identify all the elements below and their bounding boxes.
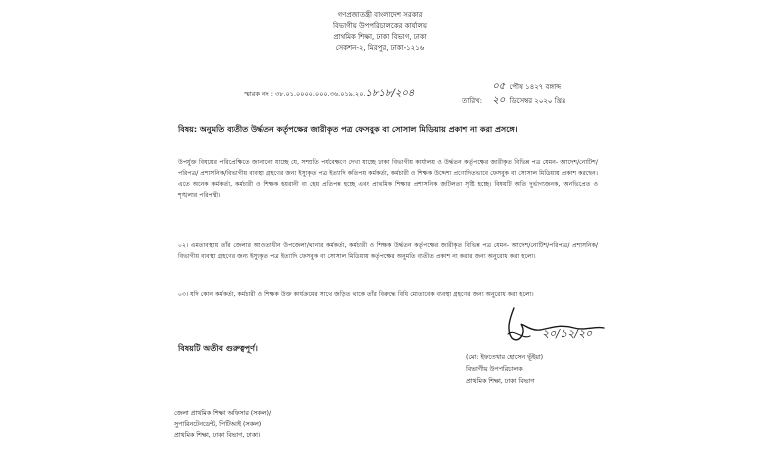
signature-date: ২০/১২/২০ bbox=[542, 327, 593, 340]
important-note: বিষয়টি অতীব গুরুত্বপূর্ণ। bbox=[178, 344, 258, 353]
english-month-year: ডিসেম্বর ২০২০ খ্রিঃ bbox=[509, 97, 566, 105]
subject-text: অনুমতি ব্যতীত উর্দ্ধতন কর্তৃপক্ষের জারীকৃত পত্র ফেসবুক বা সোসাল মিডিয়ায় প্রকাশ না করা প্রসঙ্গে। bbox=[199, 125, 518, 134]
letterhead-line-government: গণপ্রজাতন্ত্রী বাংলাদেশ সরকার bbox=[337, 11, 423, 19]
date-block bbox=[462, 80, 566, 108]
letterhead-line-office: বিভাগীয় উপপরিচালকের কার্যালয় bbox=[332, 22, 428, 30]
memo-label: স্মারক নং : bbox=[244, 90, 273, 98]
subject-line bbox=[178, 123, 598, 136]
english-date bbox=[462, 94, 566, 108]
recipient-line: প্রাথমিক শিক্ষা, ঢাকা বিভাগ, ঢাকা। bbox=[174, 432, 261, 439]
signatory-block bbox=[466, 352, 543, 388]
date-label: তারিখ: bbox=[462, 97, 483, 105]
letterhead bbox=[0, 10, 760, 54]
body-paragraph-1: উপর্যুক্ত বিষয়ের পরিপ্রেক্ষিতে জানানো যাচ্ছে যে, সম্প্রতি পর্যবেক্ষণে দেখা যাচ্ছে ঢাকা বিভাগীয় কার্যালয় ও উর্দ্ধতন কর্তৃপক্ষের জারীকৃত বিভিন্ন পত্র যেমন- আদেশ/নোটিশ/পরিপত্র/ প্রশাসনিক/বিভাগীয় ব্যবস্থা গ্রহণের জন্য ইস্যুকৃত পত্র ইত্যাদি কতিপয় কর্মকর্তা, কর্মচারী ও শিক্ষক উদ্দেশ্য প্রণোদিতভাবে ফেসবুক বা সোসাল মিডিয়ায় প্রকাশ করছেন। এতে অনেক কর্মকর্তা, কর্মচারী ও শিক্ষক হয়রানী বা হেয় প্রতিপন্ন হচ্ছে এবং প্রাথমিক শিক্ষার প্রশাসনিক জটিলতা সৃষ্টি হচ্ছে। বিষয়টি অতি দুর্ভাগ্যজনক, অনভিপ্রেত ও শৃঙ্খলার পরিপন্থী। bbox=[178, 159, 598, 199]
letterhead-line-division: প্রাথমিক শিক্ষা, ঢাকা বিভাগ, ঢাকা bbox=[333, 33, 427, 41]
memo-printed-number: ৩৮.০১.০০০০.০০০.৩৬.০১৯.২০. bbox=[274, 90, 366, 98]
recipient-line: সুপারিনটেনডেন্ট, পিটিআই (সকল) bbox=[174, 421, 262, 428]
bangla-date bbox=[462, 80, 566, 94]
subject-label: বিষয়: bbox=[178, 125, 198, 134]
signatory-office: প্রাথমিক শিক্ষা, ঢাকা বিভাগ bbox=[466, 378, 535, 385]
bangla-month-year: পৌষ ১৪২৭ বঙ্গাব্দ bbox=[509, 83, 562, 91]
body-paragraph-3: ০৩। যদি কোন কর্মকর্তা, কর্মচারী ও শিক্ষক উক্ত কার্যক্রমের সাথে জড়িত থাকে তাঁর বিরুদ্ধে বিধি মোতাবেক ব্যবস্থা গ্রহণের জন্য অনুরোধ করা হলো। bbox=[178, 291, 534, 298]
recipients-block bbox=[174, 408, 271, 441]
recipient-line: জেলা প্রাথমিক শিক্ষা অফিসার (সকল)/ bbox=[174, 410, 272, 417]
letterhead-line-address: সেকশন-২, মিরপুর, ঢাকা-১২১৬ bbox=[335, 44, 425, 52]
bangla-day: ০৫ bbox=[492, 81, 506, 92]
body-paragraph-2: ০২। এমতাবস্থায় তাঁর জেলার আওতাধীন উপজেলা/থানার কর্মকর্তা, কর্মচারী ও শিক্ষক উর্দ্ধতন কর্তৃপক্ষের জারীকৃত বিভিন্ন পত্র যেমন- আদেশ/নোটিশ/পরিপত্র/ প্রশাসনিক/বিভাগীয় ব্যবস্থা গ্রহণের জন্য ইস্যুকৃত পত্র ইত্যাদি ফেসবুক বা সোসাল মিডিয়ায় কর্তৃপক্ষের অনুমতি ব্যতীত প্রকাশ না করার জন্য অনুরোধ করা হলো। bbox=[178, 242, 598, 260]
memo-number bbox=[244, 86, 414, 103]
memo-handwritten-number: ১৮১৮/২০৪ bbox=[365, 88, 415, 99]
english-day: ২০ bbox=[492, 95, 506, 106]
signatory-name: (মো: ইফতেখার হোসেন ভূঁইয়া) bbox=[466, 354, 544, 361]
signatory-designation: বিভাগীয় উপপরিচালক bbox=[466, 366, 523, 373]
